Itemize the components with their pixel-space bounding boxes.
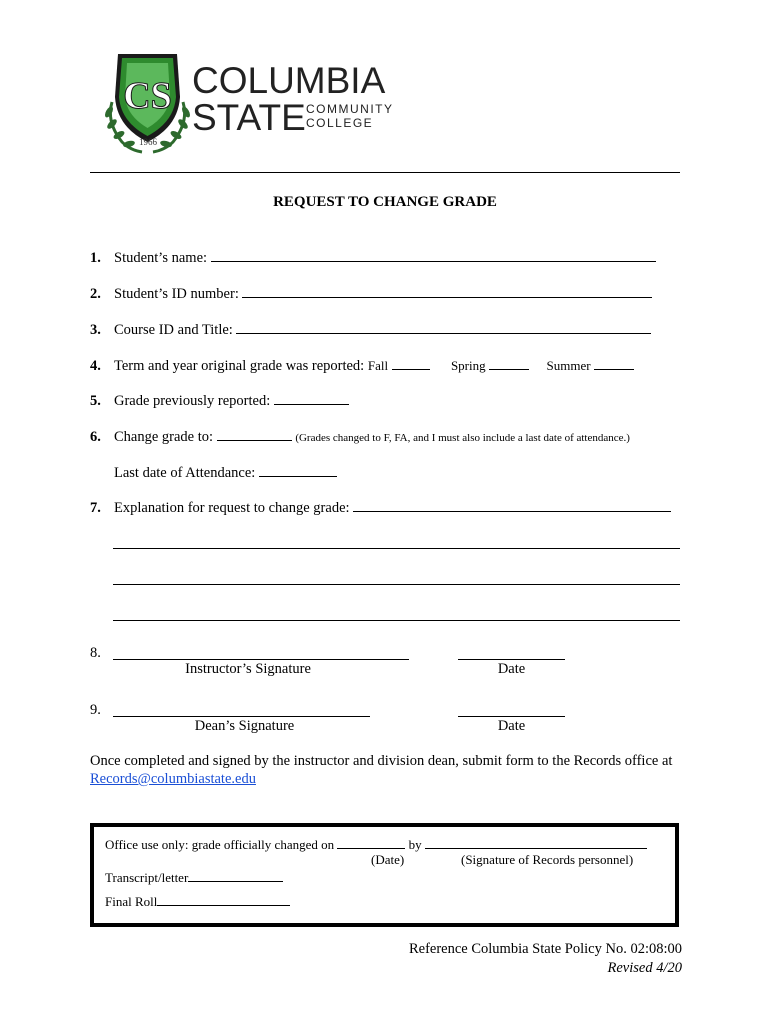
field-last-date: Last date of Attendance:	[114, 462, 337, 482]
office-final-roll: Final Roll	[105, 894, 290, 910]
logo-name-line1: COLUMBIA	[192, 60, 386, 101]
office-date-label: (Date)	[371, 852, 405, 867]
change-date-input[interactable]	[337, 837, 405, 849]
last-date-input[interactable]	[259, 462, 337, 477]
logo-name-line2: STATE	[192, 97, 306, 138]
grade-previous-input[interactable]	[274, 390, 349, 405]
logo-year: 1966	[139, 137, 157, 147]
fall-input[interactable]	[392, 355, 430, 370]
final-roll-input[interactable]	[157, 894, 290, 906]
transcript-input[interactable]	[188, 870, 283, 882]
college-logo	[100, 42, 400, 162]
records-email-link[interactable]: Records@columbiastate.edu	[90, 771, 256, 787]
instructor-signature-line[interactable]	[113, 659, 409, 660]
item-number-8: 8.	[90, 645, 101, 661]
explanation-line-2[interactable]	[113, 548, 680, 549]
field-explanation: 7. Explanation for request to change grade:	[90, 497, 671, 517]
office-use-box	[90, 823, 679, 927]
student-id-input[interactable]	[242, 283, 652, 298]
summer-input[interactable]	[594, 355, 634, 370]
dean-signature-line[interactable]	[113, 716, 370, 717]
instructor-date-label: Date	[497, 661, 526, 677]
course-input[interactable]	[236, 319, 651, 334]
explanation-line-3[interactable]	[113, 584, 680, 585]
grade-change-input[interactable]	[217, 426, 292, 441]
office-transcript: Transcript/letter	[105, 870, 283, 886]
grade-change-note: (Grades changed to F, FA, and I must also include a last date of attendance.)	[295, 432, 630, 444]
explanation-input[interactable]	[353, 497, 671, 512]
item-number-9: 9.	[90, 702, 101, 718]
field-course: 3. Course ID and Title:	[90, 319, 651, 339]
submission-instructions: Once completed and signed by the instructor and division dean, submit form to the Records office at Records@columbiastate.edu	[90, 753, 673, 787]
revision-date: Revised 4/20	[607, 960, 682, 976]
dean-signature-label: Dean’s Signature	[194, 718, 295, 734]
spring-input[interactable]	[489, 355, 529, 370]
instructor-signature-label: Instructor’s Signature	[185, 661, 311, 677]
field-student-name: 1. Student’s name:	[90, 247, 656, 267]
header-divider	[90, 172, 680, 173]
dean-date-label: Date	[497, 718, 526, 734]
form-title: REQUEST TO CHANGE GRADE	[273, 194, 497, 210]
field-grade-change: 6. Change grade to: (Grades changed to F, FA, and I must also include a last date of attendance.)	[90, 426, 630, 447]
field-term: 4. Term and year original grade was reported: Fall Spring Summer	[90, 355, 634, 375]
instructor-date-line[interactable]	[458, 659, 565, 660]
office-line-1: Office use only: grade officially changed on by	[105, 837, 647, 853]
field-student-id: 2. Student’s ID number:	[90, 283, 652, 303]
records-signature-input[interactable]	[425, 837, 647, 849]
explanation-line-4[interactable]	[113, 620, 680, 621]
policy-reference	[409, 940, 682, 978]
svg-text:CS: CS	[123, 75, 172, 117]
field-grade-previous: 5. Grade previously reported:	[90, 390, 349, 410]
office-signature-label: (Signature of Records personnel)	[461, 852, 634, 867]
student-name-input[interactable]	[211, 247, 656, 262]
policy-number: Reference Columbia State Policy No. 02:08:00	[408, 941, 682, 957]
dean-date-line[interactable]	[458, 716, 565, 717]
logo-community-college: COMMUNITY COLLEGE	[306, 102, 394, 130]
